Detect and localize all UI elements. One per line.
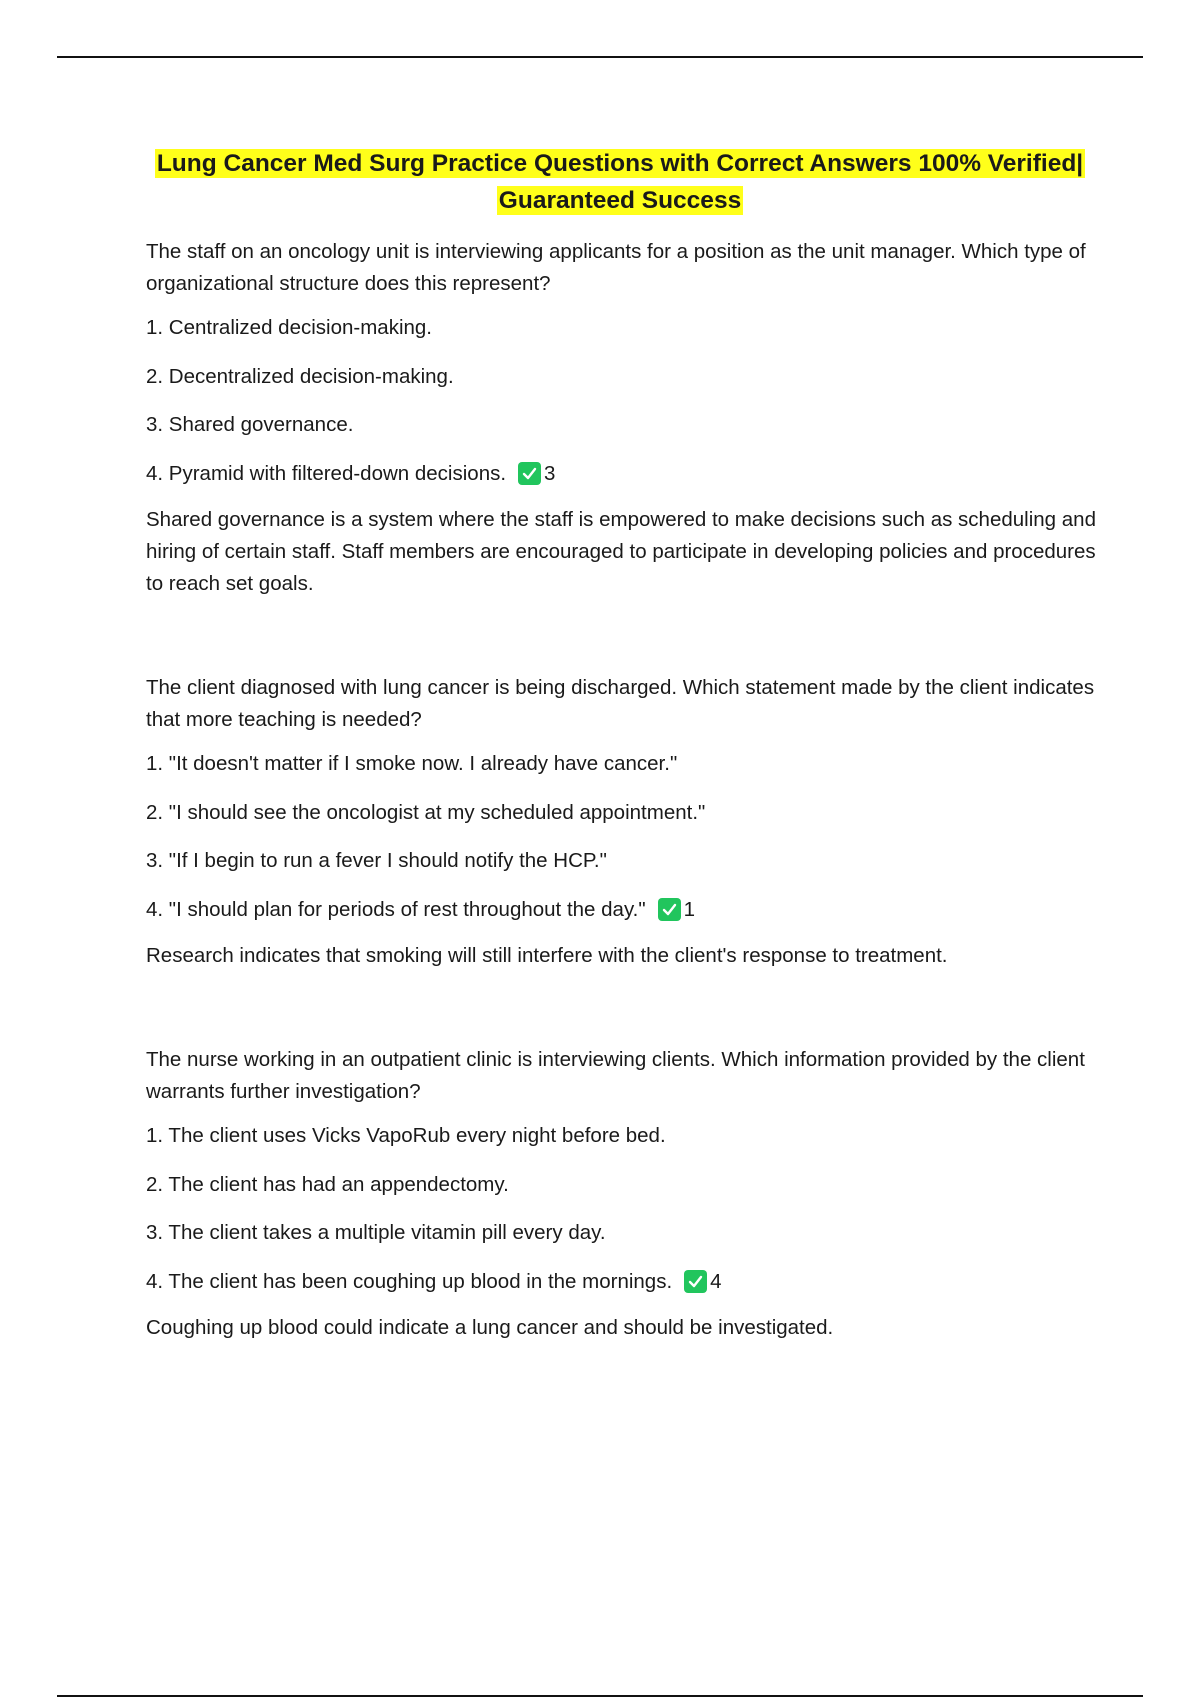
options-list: [146, 1120, 1106, 1298]
question-block-2: [146, 672, 1106, 972]
option-text: 2. "I should see the oncologist at my scheduled appointment.": [146, 800, 706, 824]
option-item: [146, 312, 1106, 344]
option-text: 4. "I should plan for periods of rest throughout the day.": [146, 897, 646, 921]
checkmark-icon: [684, 1270, 707, 1293]
correct-answer: 4: [710, 1269, 722, 1293]
correct-answer: 1: [683, 897, 696, 921]
option-item: [146, 458, 1106, 490]
option-item: [146, 1169, 1106, 1201]
question-text: The staff on an oncology unit is interviewing applicants for a position as the unit manager. Which type of organizational structure does this represent?: [146, 240, 1086, 295]
options-list: [146, 748, 1106, 926]
rationale-text: Shared governance is a system where the staff is empowered to make decisions such as scheduling and hiring of certain staff. Staff members are encouraged to participate in developing policies and procedures to reach set goals.: [146, 508, 1096, 595]
rationale-text: Research indicates that smoking will still interfere with the client's response to treatment.: [146, 944, 948, 967]
option-item: [146, 1217, 1106, 1249]
option-text: 2. The client has had an appendectomy.: [146, 1172, 509, 1196]
question-text: The client diagnosed with lung cancer is being discharged. Which statement made by the client indicates that more teaching is needed?: [146, 676, 1095, 731]
title-line-1: Lung Cancer Med Surg Practice Questions with Correct Answers 100% Verified|: [156, 150, 1084, 177]
options-list: [146, 312, 1106, 490]
option-text: 3. The client takes a multiple vitamin pill every day.: [146, 1221, 606, 1244]
option-item: [146, 1266, 1106, 1298]
option-item: [146, 797, 1106, 829]
checkmark-icon: [518, 462, 541, 485]
rationale-text: Coughing up blood could indicate a lung cancer and should be investigated.: [146, 1316, 834, 1339]
bottom-rule: [57, 1695, 1143, 1697]
option-text: 3. "If I begin to run a fever I should notify the HCP.": [146, 849, 607, 872]
option-text: 1. The client uses Vicks VapoRub every night before bed.: [146, 1124, 666, 1147]
question-text: The nurse working in an outpatient clinic is interviewing clients. Which information provided by the client warrants further investigation?: [146, 1048, 1085, 1103]
option-text: 4. Pyramid with filtered-down decisions.: [146, 461, 507, 485]
top-rule: [57, 56, 1143, 58]
option-item: [146, 361, 1106, 393]
option-item: [146, 748, 1106, 780]
document-title: [140, 145, 1100, 219]
correct-answer: 3: [544, 461, 556, 485]
checkmark-icon: [658, 898, 681, 921]
option-item: [146, 845, 1106, 877]
option-text: 2. Decentralized decision-making.: [146, 364, 454, 388]
option-item: [146, 894, 1106, 926]
option-text: 1. "It doesn't matter if I smoke now. I already have cancer.": [146, 752, 678, 775]
question-block-3: [146, 1044, 1106, 1344]
option-item: [146, 1120, 1106, 1152]
option-text: 3. Shared governance.: [146, 413, 354, 436]
option-text: 1. Centralized decision-making.: [146, 316, 432, 339]
question-block-1: [146, 236, 1106, 600]
option-text: 4. The client has been coughing up blood in the mornings.: [146, 1269, 673, 1293]
title-line-2: Guaranteed Success: [498, 187, 742, 214]
option-item: [146, 409, 1106, 441]
